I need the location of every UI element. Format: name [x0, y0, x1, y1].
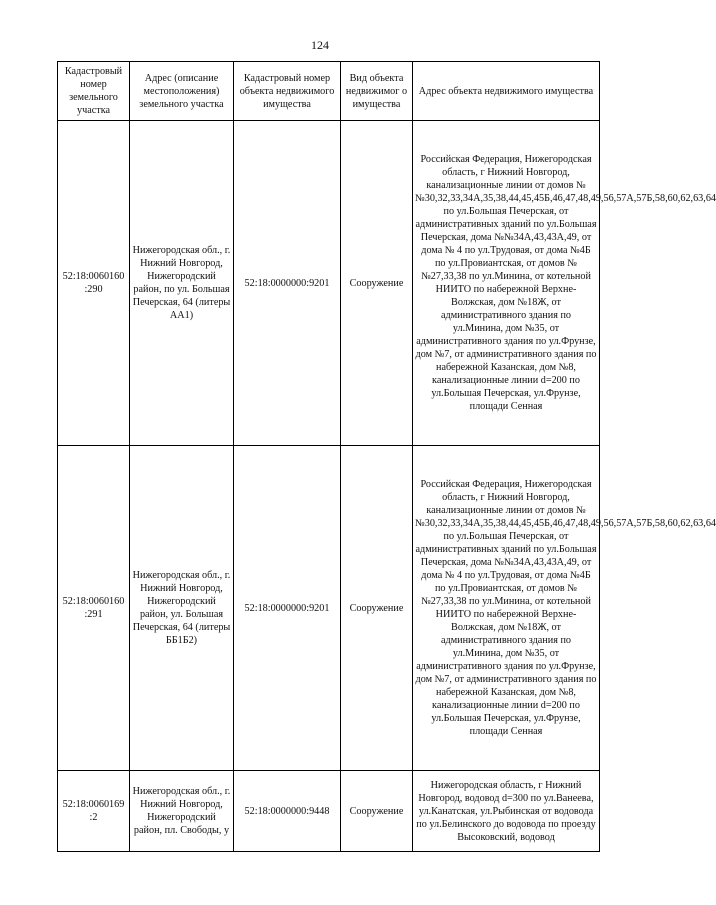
object-type-cell: Сооружение	[341, 446, 413, 771]
land-cadastral-cell: 52:18:0060160 :290	[58, 121, 130, 446]
object-cadastral-cell: 52:18:0000000:9448	[234, 771, 341, 852]
land-cadastral-cell: 52:18:0060160 :291	[58, 446, 130, 771]
page-number: 124	[311, 38, 329, 52]
land-address-cell: Нижегородская обл., г. Нижний Новгород, Нижегородский район, ул. Большая Печерская, 64 (литеры ББ1Б2)	[130, 446, 234, 771]
land-address-text: Нижегородская обл., г. Нижний Новгород, Нижегородский район, пл. Свободы, у	[132, 786, 231, 836]
header-row	[58, 62, 600, 121]
object-address-cell: Российская Федерация, Нижегородская область, г Нижний Новгород, канализационные линии от домов №№30,32,33,34А,35,38,44,45,45Б,46,47,48,49,56,57А,57Б,58,60,62,63,64 по ул.Большая Печерская, от административных зданий по ул.Большая Печерская, дома №№34А,43,43А,49, от дома № 4 по ул.Трудовая, от дома №4Б по ул.Провиантская, от домов №№27,33,38 по ул.Минина, от котельной НИИТО по набережной Верхне-Волжская, дом №18Ж, от административного здания по ул.Минина, дом №35, от административного здания по ул.Фрунзе, дом №7, от административного здания по набережной Казанская, дом №8, канализационные линии d=200 по ул.Большая Печерская, ул.Фрунзе, площади Сенная	[413, 446, 600, 771]
land-address-cell	[130, 771, 234, 852]
land-cadastral-cell: 52:18:0060169 :2	[58, 771, 130, 852]
table-row	[58, 771, 600, 852]
header-land-address: Адрес (описание местоположения) земельного участка	[130, 62, 234, 121]
table-row	[58, 121, 600, 446]
registry-table	[57, 61, 716, 852]
header-object-address: Адрес объекта недвижимого имущества	[413, 62, 600, 121]
object-cadastral-cell: 52:18:0000000:9201	[234, 446, 341, 771]
header-object-type: Вид объекта недвижимог о имущества	[341, 62, 413, 121]
object-address-cell: Российская Федерация, Нижегородская область, г Нижний Новгород, канализационные линии от домов №№30,32,33,34А,35,38,44,45,45Б,46,47,48,49,56,57А,57Б,58,60,62,63,64 по ул.Большая Печерская, от административных зданий по ул.Большая Печерская, дома №№34А,43,43А,49, от дома № 4 по ул.Трудовая, от дома №4Б по ул.Провиантская, от домов №№27,33,38 по ул.Минина, от котельной НИИТО по набережной Верхне-Волжская, дом №18Ж, от административного здания по ул.Минина, дом №35, от административного здания по ул.Фрунзе, дом №7, от административного здания по набережной Казанская, дом №8, канализационные линии d=200 по ул.Большая Печерская, ул.Фрунзе, площади Сенная	[413, 121, 600, 446]
land-address-cell: Нижегородская обл., г. Нижний Новгород, Нижегородский район, по ул. Большая Печерская, 64 (литеры АА1)	[130, 121, 234, 446]
object-address-text: Нижегородская область, г Нижний Новгород, водовод d=300 по ул.Ванеева, ул.Канатская, ул.Рыбинская от водовода по ул.Белинского до водовода по проезду Высоковский, водовод	[416, 779, 596, 843]
table-row	[58, 446, 600, 771]
header-object-cadastral: Кадастровый номер объекта недвижимого имущества	[234, 62, 341, 121]
object-type-cell: Сооружение	[341, 771, 413, 852]
object-type-cell: Сооружение	[341, 121, 413, 446]
object-cadastral-cell: 52:18:0000000:9201	[234, 121, 341, 446]
header-land-cadastral: Кадастровый номер земельного участка	[58, 62, 130, 121]
object-address-cell	[413, 771, 600, 852]
